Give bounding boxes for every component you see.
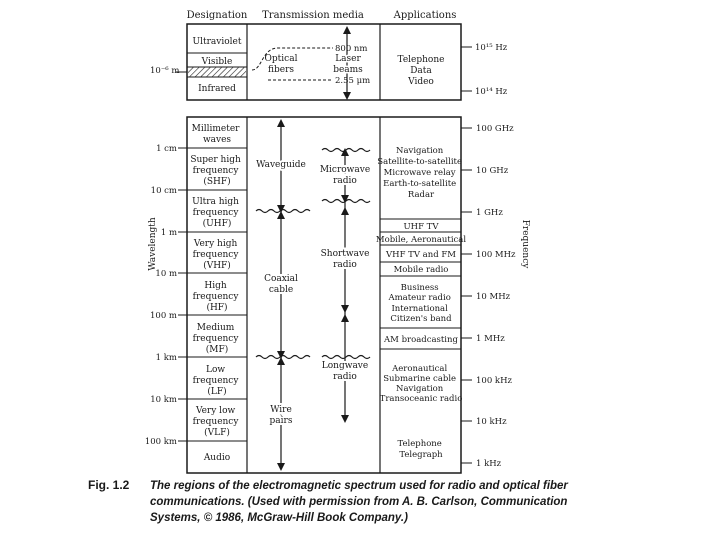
wl-tick-1m: 1 m (160, 228, 177, 238)
band-visible: Visible (201, 57, 233, 67)
media-coaxial-2: cable (268, 285, 294, 295)
band-infrared: Infrared (198, 84, 236, 94)
band-ultraviolet: Ultraviolet (192, 37, 242, 47)
freq-1e15: 10¹⁵ Hz (475, 43, 508, 53)
wl-tick-10km: 10 km (150, 395, 177, 405)
media-coaxial-1: Coaxial (264, 274, 298, 284)
figure-label: Fig. 1.2 (88, 478, 130, 492)
media-wire-2: pairs (269, 416, 293, 426)
wl-tick-10m: 10 m (155, 269, 177, 279)
band-vlf: Very low frequency (VLF) (192, 406, 239, 438)
freq-tick-10khz: 10 kHz (476, 417, 507, 427)
visible-band-hatch (188, 67, 246, 77)
media-wire-1: Wire (270, 405, 292, 415)
freq-tick-1khz: 1 kHz (476, 459, 502, 469)
freq-tick-100khz: 100 kHz (476, 376, 512, 386)
app-mobile-radio: Mobile radio (393, 265, 449, 275)
figure-caption: The regions of the electromagnetic spectrum used for radio and optical fiber communications. (Used with permission from A. B. Carlson, Communication Systems, © 1986, McGraw-Hill Book Company.) (150, 480, 568, 524)
wl-tick-100m: 100 m (150, 311, 177, 321)
freq-tick-100ghz: 100 GHz (476, 124, 514, 134)
wl-tick-1cm: 1 cm (156, 144, 177, 154)
app-shf: Navigation Satellite-to-satellite Microwave relay Earth-to-satellite Radar (377, 146, 462, 200)
media-longwave-1: Longwave (321, 361, 369, 371)
wl-tick-1km: 1 km (155, 353, 177, 363)
optical-fibers-label-2: fibers (267, 65, 295, 75)
wl-2-55um: 2.55 μm (335, 76, 371, 86)
radio-section (145, 117, 530, 473)
app-audio: Telephone Telegraph (397, 439, 443, 460)
app-am-broadcasting: AM broadcasting (384, 335, 458, 345)
header-transmission-media: Transmission media (262, 10, 364, 21)
freq-tick-1mhz: 1 MHz (476, 334, 505, 344)
optical-app-video: Video (408, 77, 434, 87)
wavelength-mark-optical: 10⁻⁶ m (150, 66, 180, 76)
media-longwave-2: radio (333, 372, 357, 382)
header-applications: Applications (393, 10, 457, 21)
wl-tick-100km: 100 km (144, 437, 177, 447)
media-waveguide: Waveguide (256, 160, 306, 170)
app-lf: Aeronautical Submarine cable Navigation Transoceanic radio (379, 364, 463, 404)
laser-beams-label-2: beams (333, 65, 363, 75)
band-lf: Low frequency (LF) (192, 365, 239, 397)
header-designation: Designation (186, 10, 248, 21)
wl-tick-10cm: 10 cm (150, 186, 177, 196)
app-mobile-aeronautical: Mobile, Aeronautical (375, 235, 467, 245)
freq-tick-10mhz: 10 MHz (476, 292, 511, 302)
optical-section (150, 24, 508, 100)
app-vhf-tv-fm: VHF TV and FM (386, 250, 456, 260)
band-uhf: Ultra high frequency (UHF) (192, 197, 239, 229)
freq-1e14: 10¹⁴ Hz (475, 87, 508, 97)
app-uhf-tv: UHF TV (403, 222, 439, 232)
optical-app-telephone: Telephone (397, 55, 445, 65)
wl-800nm: 800 nm (335, 44, 368, 54)
frequency-axis-label: Frequency (520, 219, 530, 269)
optical-app-data: Data (410, 66, 432, 76)
band-hf: High frequency (HF) (192, 281, 239, 313)
media-shortwave-1: Shortwave (320, 249, 370, 259)
freq-tick-10ghz: 10 GHz (476, 166, 509, 176)
app-hf: Business Amateur radio International Citizen's band (388, 283, 452, 324)
wavelength-axis-label: Wavelength (148, 217, 158, 271)
media-microwave-2: radio (333, 176, 357, 186)
band-shf: Super high frequency (SHF) (190, 155, 241, 187)
band-millimeter: Millimeter waves (191, 124, 240, 145)
optical-fibers-label-1: Optical (264, 54, 298, 64)
band-vhf: Very high frequency (VHF) (192, 239, 239, 271)
freq-tick-1ghz: 1 GHz (476, 208, 503, 218)
freq-tick-100mhz: 100 MHz (476, 250, 516, 260)
band-mf: Medium frequency (MF) (192, 323, 239, 355)
laser-beams-label-1: Laser (335, 54, 361, 64)
band-audio: Audio (203, 453, 231, 463)
media-microwave-1: Microwave (319, 165, 371, 175)
media-shortwave-2: radio (333, 260, 357, 270)
